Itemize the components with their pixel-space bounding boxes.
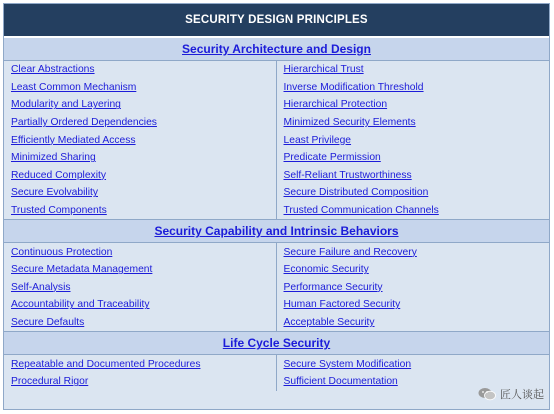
table-cell bbox=[4, 202, 276, 220]
table-cell bbox=[4, 243, 276, 261]
table-cell bbox=[277, 96, 550, 114]
section-link-lifecycle[interactable]: Life Cycle Security bbox=[222, 336, 331, 351]
table-cell bbox=[277, 243, 550, 261]
table-cell bbox=[277, 79, 550, 97]
principle-link[interactable]: Secure Failure and Recovery bbox=[283, 246, 417, 258]
table-cell bbox=[4, 261, 276, 279]
principle-link[interactable]: Self-Reliant Trustworthiness bbox=[283, 169, 412, 181]
principle-link[interactable]: Procedural Rigor bbox=[11, 376, 89, 388]
section-col-right bbox=[277, 243, 550, 331]
principle-link[interactable]: Secure System Modification bbox=[283, 358, 412, 370]
section-header-lifecycle bbox=[4, 332, 549, 355]
watermark bbox=[478, 386, 544, 402]
principle-link[interactable]: Trusted Components bbox=[11, 205, 107, 217]
principle-link[interactable]: Hierarchical Protection bbox=[283, 99, 388, 111]
section-grid-lifecycle bbox=[4, 355, 549, 390]
table-cell bbox=[277, 279, 550, 297]
principle-link[interactable]: Secure Evolvability bbox=[11, 187, 98, 199]
principle-link[interactable]: Efficiently Mediated Access bbox=[11, 134, 136, 146]
principle-link[interactable]: Sufficient Documentation bbox=[283, 376, 398, 388]
principle-link[interactable]: Acceptable Security bbox=[283, 317, 375, 329]
principle-link[interactable]: Minimized Sharing bbox=[11, 152, 96, 164]
section-link-architecture[interactable]: Security Architecture and Design bbox=[182, 42, 371, 56]
principle-link[interactable]: Hierarchical Trust bbox=[283, 64, 364, 76]
principle-link[interactable]: Predicate Permission bbox=[283, 152, 381, 164]
table-cell bbox=[277, 149, 550, 167]
section-header-architecture bbox=[4, 38, 549, 61]
table-title: SECURITY DESIGN PRINCIPLES bbox=[4, 4, 549, 38]
table-cell bbox=[4, 184, 276, 202]
principle-link[interactable]: Secure Distributed Composition bbox=[283, 187, 429, 199]
principle-link[interactable]: Continuous Protection bbox=[11, 246, 113, 258]
section-link-capability[interactable]: Security Capability and Intrinsic Behaviors bbox=[154, 224, 399, 239]
section-grid-capability bbox=[4, 243, 549, 332]
table-cell bbox=[4, 279, 276, 297]
table-cell bbox=[277, 314, 550, 332]
section-header-capability bbox=[4, 220, 549, 243]
principle-link[interactable]: Trusted Communication Channels bbox=[283, 205, 439, 217]
table-cell bbox=[4, 373, 276, 391]
principle-link[interactable]: Modularity and Layering bbox=[11, 99, 121, 111]
principle-link[interactable]: Accountability and Traceability bbox=[11, 299, 150, 311]
table-cell bbox=[4, 61, 276, 79]
principle-link[interactable]: Self-Analysis bbox=[11, 281, 71, 293]
watermark-text: 匠人谈起 bbox=[500, 389, 544, 401]
table-cell bbox=[277, 296, 550, 314]
section-grid-architecture bbox=[4, 61, 549, 220]
principle-link[interactable]: Secure Defaults bbox=[11, 317, 85, 329]
principle-link[interactable]: Repeatable and Documented Procedures bbox=[11, 358, 201, 370]
table-cell bbox=[277, 355, 550, 373]
table-cell bbox=[277, 131, 550, 149]
principle-link[interactable]: Partially Ordered Dependencies bbox=[11, 117, 157, 129]
table-cell bbox=[4, 96, 276, 114]
wechat-icon bbox=[478, 387, 496, 401]
principle-link[interactable]: Performance Security bbox=[283, 281, 383, 293]
table-cell bbox=[277, 261, 550, 279]
principle-link[interactable]: Secure Metadata Management bbox=[11, 264, 153, 276]
table-cell bbox=[4, 296, 276, 314]
table-cell bbox=[277, 61, 550, 79]
table-cell bbox=[277, 184, 550, 202]
section-col-left bbox=[4, 355, 277, 390]
principle-link[interactable]: Economic Security bbox=[283, 264, 369, 276]
table-cell bbox=[4, 314, 276, 332]
principle-link[interactable]: Inverse Modification Threshold bbox=[283, 81, 424, 93]
section-col-right bbox=[277, 61, 550, 219]
table-cell bbox=[4, 355, 276, 373]
principle-link[interactable]: Clear Abstractions bbox=[11, 64, 95, 76]
principle-link[interactable]: Least Common Mechanism bbox=[11, 81, 137, 93]
table-cell bbox=[4, 149, 276, 167]
principle-link[interactable]: Least Privilege bbox=[283, 134, 352, 146]
table-cell bbox=[277, 114, 550, 132]
principle-link[interactable]: Human Factored Security bbox=[283, 299, 401, 311]
principle-link[interactable]: Minimized Security Elements bbox=[283, 117, 416, 129]
section-col-left bbox=[4, 61, 277, 219]
section-col-left bbox=[4, 243, 277, 331]
principle-link[interactable]: Reduced Complexity bbox=[11, 169, 107, 181]
table-cell bbox=[277, 167, 550, 185]
table-cell bbox=[277, 202, 550, 220]
table-cell bbox=[4, 131, 276, 149]
table-cell bbox=[4, 79, 276, 97]
table-cell bbox=[4, 114, 276, 132]
table-cell bbox=[4, 167, 276, 185]
principles-table bbox=[3, 3, 550, 410]
